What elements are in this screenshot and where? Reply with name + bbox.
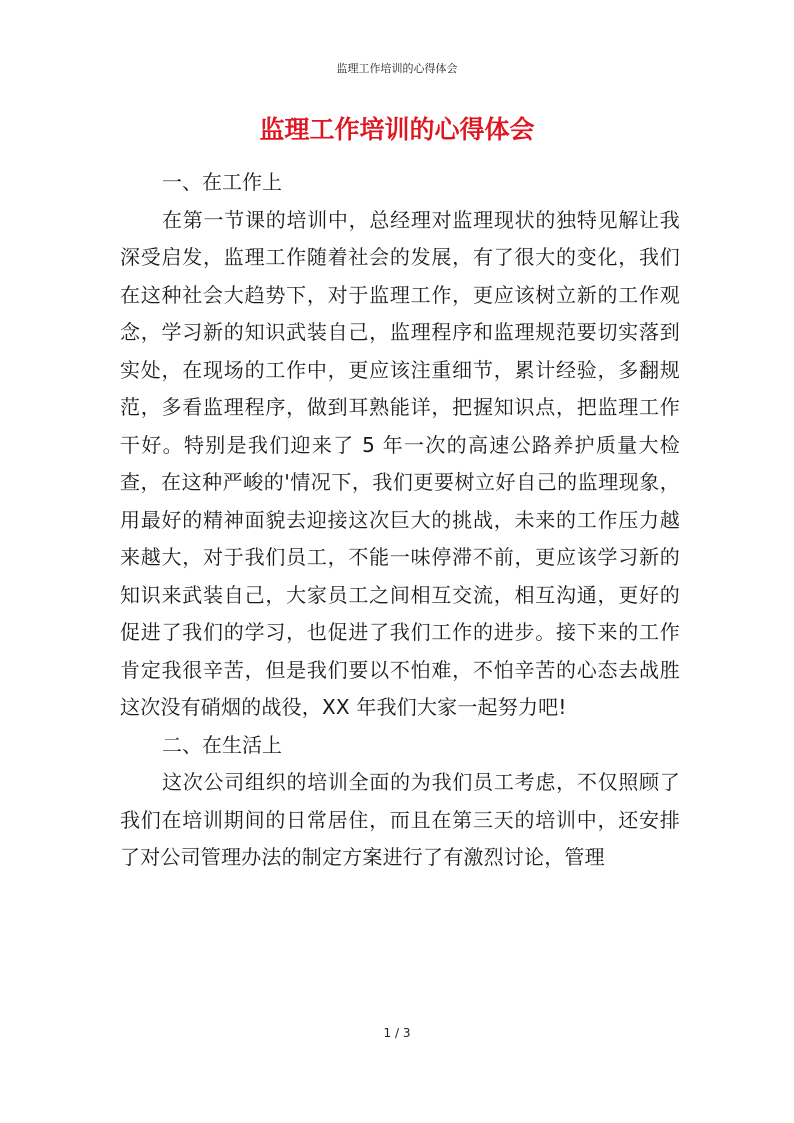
paragraph-life: 这次公司组织的培训全面的为我们员工考虑，不仅照顾了我们在培训期间的日常居住，而且在第三天的培训中，还安排了对公司管理办法的制定方案进行了有激烈讨论，管理 <box>120 770 680 869</box>
running-header: 监理工作培训的心得体会 <box>336 62 458 75</box>
document-title: 监理工作培训的心得体会 <box>259 115 535 144</box>
section-heading-work: 一、在工作上 <box>162 170 282 194</box>
paragraph-work: 在第一节课的培训中，总经理对监理现状的独特见解让我深受启发，监理工作随着社会的发展，有了很大的变化，我们在这种社会大趋势下，对于监理工作，更应该树立新的工作观念，学习新的知识武装自己，监理程序和监理规范要切实落到实处，在现场的工作中，更应该注重细节，累计经验，多翻规范，多看监理程序，做到耳熟能详，把握知识点，把监理工作干好。特别是我们迎来了 5 年一次的高速公路养护质量大检查，在这种严峻的'情况下，我们更要树立好自己的监理现象，用最好的精神面貌去迎接这次巨大的挑战，未来的工作压力越来越大，对于我们员工，不能一味停滞不前，更应该学习新的知识来武装自己，大家员工之间相互交流，相互沟通，更好的促进了我们的学习，也促进了我们工作的进步。接下来的工作肯定我很辛苦，但是我们要以不怕难，不怕辛苦的心态去战胜这次没有硝烟的战役，XX 年我们大家一起努力吧! <box>120 207 680 719</box>
page-number: 1 / 3 <box>383 1026 411 1040</box>
section-heading-life: 二、在生活上 <box>162 732 282 757</box>
document-body <box>120 164 680 877</box>
